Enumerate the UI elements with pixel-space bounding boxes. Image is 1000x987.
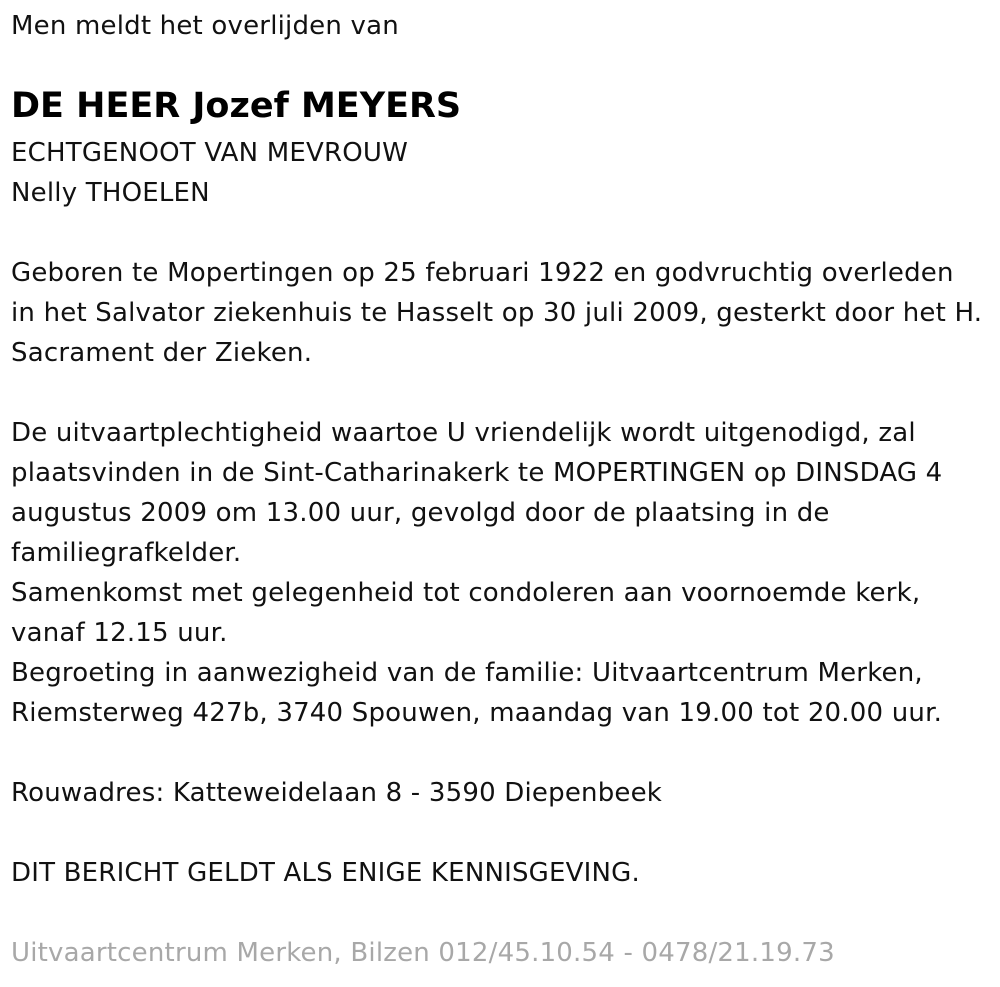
paragraph-line: plaatsvinden in de Sint-Catharinakerk te MOPERTINGEN op DINSDAG 4 — [11, 458, 943, 488]
paragraph-line: in het Salvator ziekenhuis te Hasselt op 30 juli 2009, gesterkt door het H. — [11, 298, 983, 328]
paragraph-line: Begroeting in aanwezigheid van de familie: Uitvaartcentrum Merken, — [11, 658, 923, 688]
funeral-home-footer: Uitvaartcentrum Merken, Bilzen 012/45.10.54 - 0478/21.19.73 — [11, 938, 835, 968]
paragraph-line: Geboren te Mopertingen op 25 februari 1922 en godvruchtig overleden — [11, 258, 954, 288]
intro-text: Men meldt het overlijden van — [11, 11, 399, 41]
deceased-name: DE HEER Jozef MEYERS — [11, 86, 462, 126]
sole-notice-text: DIT BERICHT GELDT ALS ENIGE KENNISGEVING. — [11, 858, 640, 888]
paragraph-line: augustus 2009 om 13.00 uur, gevolgd door de plaatsing in de — [11, 498, 830, 528]
mourning-address — [11, 773, 662, 813]
paragraph-line: vanaf 12.15 uur. — [11, 618, 228, 648]
paragraph-line: Samenkomst met gelegenheid tot condoleren aan voornoemde kerk, — [11, 578, 921, 608]
birth-death-paragraph — [11, 253, 982, 373]
paragraph-line: familiegrafkelder. — [11, 538, 242, 568]
funeral-paragraph — [11, 413, 942, 733]
sole-notice — [11, 853, 640, 893]
paragraph-line: Riemsterweg 427b, 3740 Spouwen, maandag van 19.00 tot 20.00 uur. — [11, 698, 943, 728]
paragraph-line: Sacrament der Zieken. — [11, 338, 313, 368]
mourning-address-text: Rouwadres: Katteweidelaan 8 - 3590 Diepenbeek — [11, 778, 663, 808]
spouse-name: Nelly THOELEN — [11, 178, 210, 208]
spouse-label: ECHTGENOOT VAN MEVROUW — [11, 138, 409, 168]
paragraph-line: De uitvaartplechtigheid waartoe U vriendelijk wordt uitgenodigd, zal — [11, 418, 916, 448]
